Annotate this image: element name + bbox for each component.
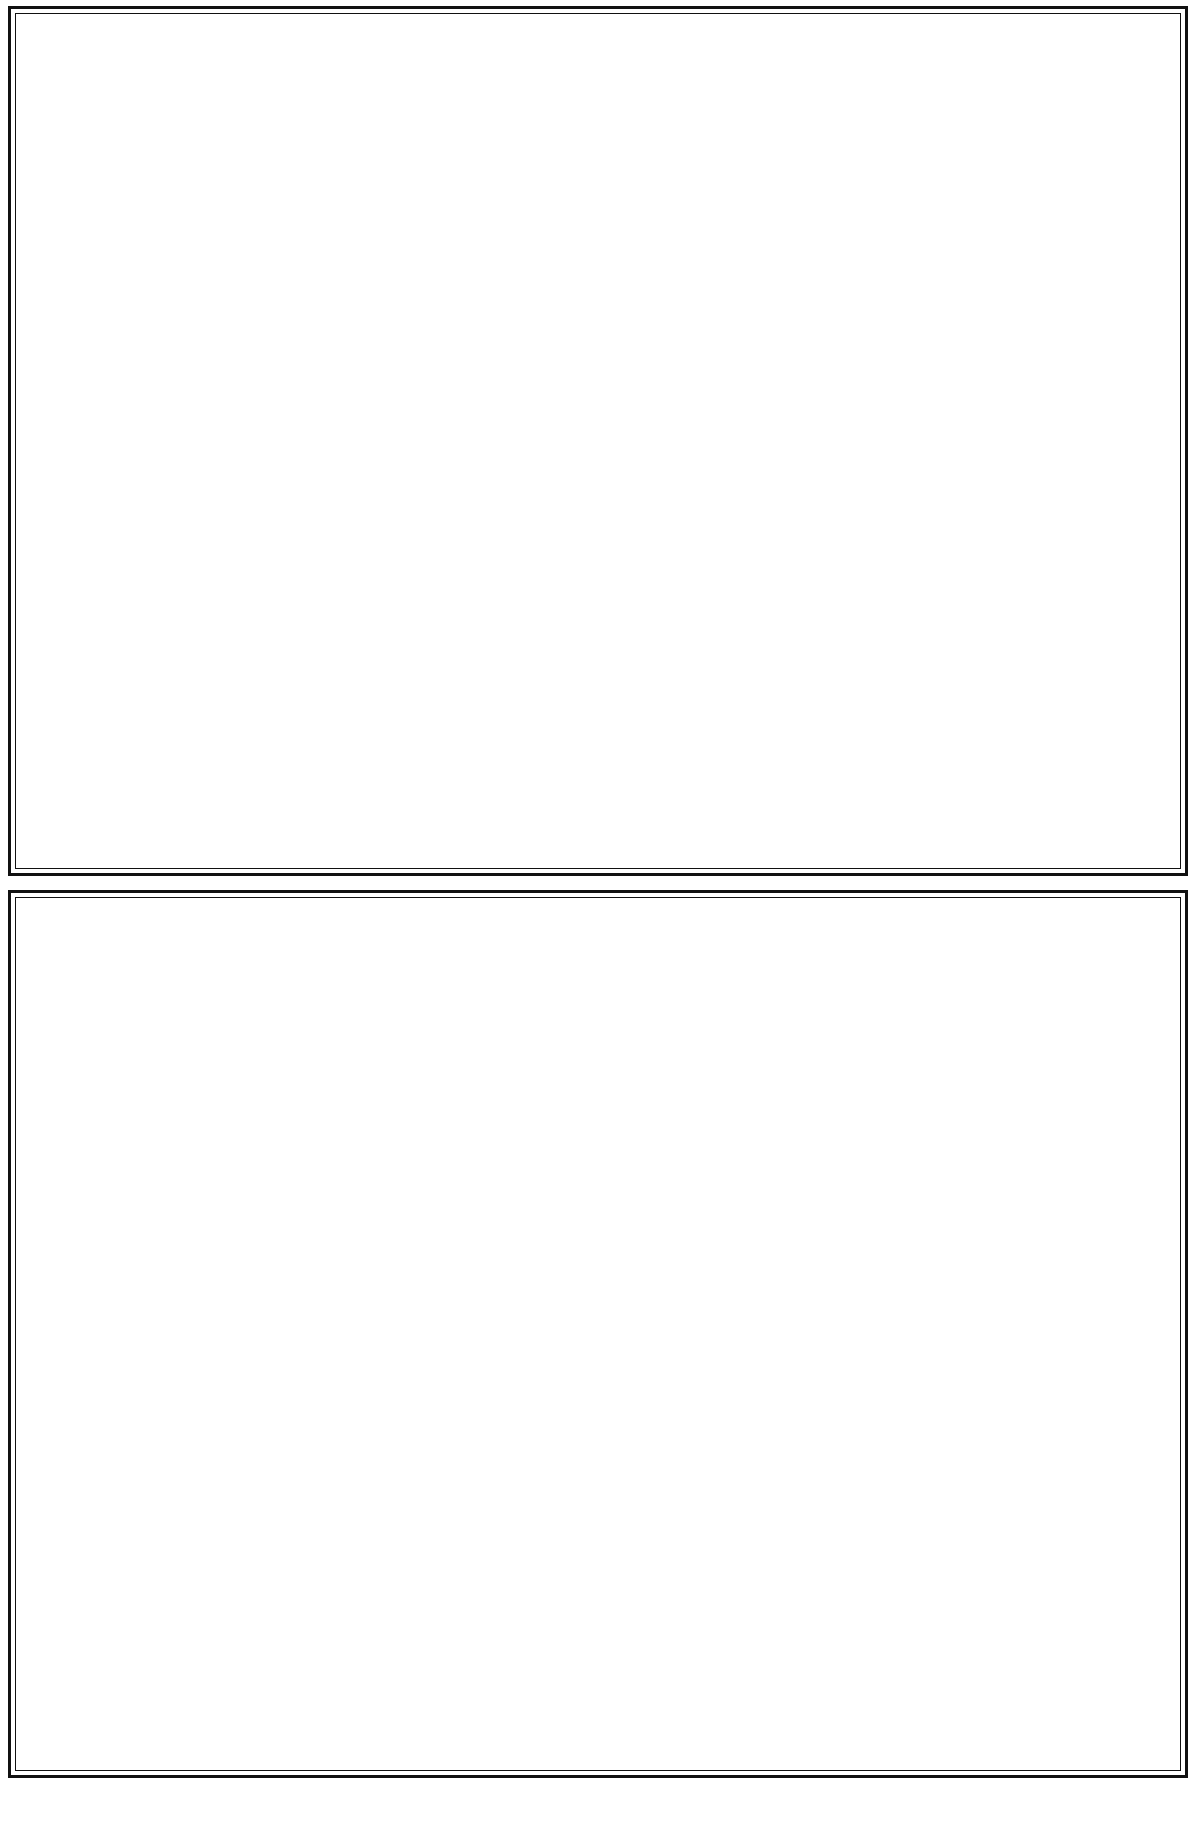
top-columns — [17, 15, 1179, 867]
bottom-page — [8, 890, 1188, 1778]
top-page — [8, 6, 1188, 876]
bottom-columns — [17, 899, 1179, 1769]
